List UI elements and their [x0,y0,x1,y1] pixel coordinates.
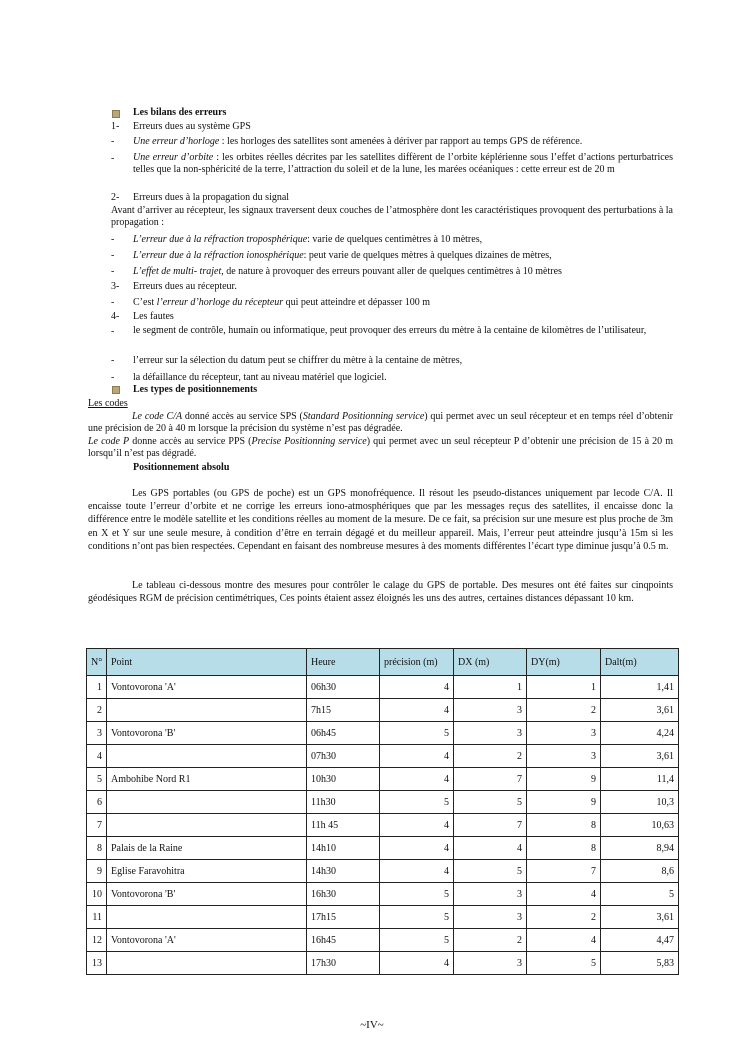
cell: 1 [454,676,527,699]
page-number: ~IV~ [360,1019,384,1031]
subheading-codes: Les codes [88,398,128,409]
measurement-table [86,648,679,975]
cell: 2 [454,929,527,952]
table-row [87,745,679,768]
list-item-fault: l’erreur sur la sélection du datum peut se chiffrer du mètre à la centaine de mètres, [133,355,463,366]
cell: 3,61 [601,699,679,722]
cell: 17h15 [307,906,380,929]
cell: 3 [454,699,527,722]
cell: 10h30 [307,768,380,791]
paragraph-propagation: Avant d’arriver au récepteur, les signaux traversent deux couches de l’atmosphère dont les caractéristiques provoquent des perturbations à la propagation : [111,205,673,229]
cell: 13 [87,952,107,975]
table-row [87,837,679,860]
cell: 14h10 [307,837,380,860]
cell: 11h 45 [307,814,380,837]
dash: - [111,234,115,245]
cell: 8 [527,814,601,837]
cell: 07h30 [307,745,380,768]
paragraph-code-p [88,436,673,461]
column-header: Point [107,649,307,676]
list-item: Erreurs dues au système GPS [133,121,251,132]
cell: 8,94 [601,837,679,860]
cell [107,699,307,722]
paragraph-absolute: Les GPS portables (ou GPS de poche) est un GPS monofréquence. Il résout les pseudo-distances uniquement par lecode C/A. Il encaisse toute l’erreur d’orbite et ne corrige les erreurs iono-atmosphériques que par les messages reçus des satellites, il encaisse donc la différence entre le modèle satellite et les conditions réelles au moment de la mesure. De ce fait, sa précision sur une mesure est plus proche de 3m en X et Y sur une seule mesure, à condition d’être en terrain dégagé et du meilleur appareil. Mais, l’erreur peut atteindre jusqu’à 15m si les conditions n’ont pas bien respectées. Cependant en faisant des nombreuse mesures à des moments différentes l’écart type diminue jusqu’à 0.5 m. [88,488,673,552]
list-item: Erreurs dues au récepteur. [133,281,237,292]
cell: 4 [380,814,454,837]
table-row [87,883,679,906]
cell: 4 [380,860,454,883]
cell: Vontovorona 'B' [107,883,307,906]
term: L’erreur due à la réfraction ionosphérique [133,250,304,261]
cell: 3 [454,906,527,929]
cell: 2 [527,699,601,722]
cell: 4 [380,745,454,768]
cell: 3 [454,952,527,975]
cell: 10 [87,883,107,906]
subheading-absolute: Positionnement absolu [133,462,230,473]
cell: 8,6 [601,860,679,883]
text: ) qui permet avec un seul récepteur P d’obtenir une précision de 15 à 20 m lorsqu’il n’est pas dégradé. [88,436,673,460]
cell: 3 [87,722,107,745]
dash: - [111,326,115,337]
paragraph-table-intro: Le tableau ci-dessous montre des mesures pour contrôler le calage du GPS de portable. Des mesures ont été faites sur cinqpoints géodésiques RGM de précision centimétriques, Ces points étaient assez éloignés les uns des autres, certaines distances dépassant 10 km. [88,580,673,605]
list-number: 4- [111,311,120,322]
cell [107,952,307,975]
list-item: Erreurs dues à la propagation du signal [133,192,290,203]
cell: 11,4 [601,768,679,791]
cell: 6 [87,791,107,814]
cell: 8 [87,837,107,860]
cell: 4 [527,929,601,952]
section-heading-errors: Les bilans des erreurs [133,107,227,118]
cell [107,791,307,814]
cell [107,745,307,768]
dash: - [111,372,115,383]
text: , de nature à provoquer des erreurs pouvant aller de quelques centimètres à 10 mètres [221,266,562,277]
cell: 2 [87,699,107,722]
dash: - [111,153,115,164]
table-row [87,722,679,745]
text: qui peut atteindre et dépasser 100 m [283,297,431,308]
cell: 1,41 [601,676,679,699]
cell: 5 [380,929,454,952]
cell: 4 [87,745,107,768]
table-row [87,699,679,722]
cell: 5 [380,883,454,906]
cell: 11 [87,906,107,929]
table-row [87,952,679,975]
cell: 3 [527,722,601,745]
cell: Vontovorona 'A' [107,676,307,699]
cell: 8 [527,837,601,860]
cell: 1 [87,676,107,699]
list-item-receiver [133,297,430,309]
cell: Eglise Faravohitra [107,860,307,883]
cell: 1 [527,676,601,699]
cell: 16h30 [307,883,380,906]
cell: 5 [380,906,454,929]
list-item-orbit-error [133,152,673,177]
list-item-iono [133,250,552,262]
cell: 4,24 [601,722,679,745]
cell: 4 [380,768,454,791]
cell: 7 [454,814,527,837]
term: L’effet de multi- trajet [133,266,222,277]
text: donne accès au service PPS ( [129,436,252,447]
table-row [87,860,679,883]
cell: 14h30 [307,860,380,883]
term: Precise Positionning service [251,436,367,447]
table-row [87,768,679,791]
cell: 9 [527,791,601,814]
cell: 3 [454,722,527,745]
list-item-tropo [133,234,482,246]
cell: 7h15 [307,699,380,722]
table-row [87,814,679,837]
term: Une erreur d’orbite [133,152,214,163]
table-header-row [87,649,679,676]
dash: - [111,297,115,308]
term: Le code P [88,436,130,447]
list-item-clock-error [133,136,582,148]
table-row [87,906,679,929]
cell: 4 [454,837,527,860]
cell: 2 [527,906,601,929]
term: l’erreur d’horloge du récepteur [156,297,284,308]
cell: 7 [454,768,527,791]
cell: 4 [380,699,454,722]
dash: - [111,136,115,147]
cell [107,906,307,929]
table-row [87,791,679,814]
column-header: Dalt(m) [601,649,679,676]
text: : les orbites réelles décrites par les satellites diffèrent de l’orbite képlérienne sous l’effet d’actions perturbatrices telles que la non-sphéricité de la terre, l’attraction du soleil et de la lune, les marées océaniques : cette erreur est de 20 m [133,152,673,176]
cell: 5 [380,722,454,745]
cell: 4 [380,837,454,860]
bullet-square-icon [112,386,120,394]
column-header: précision (m) [380,649,454,676]
cell [107,814,307,837]
cell: 4 [527,883,601,906]
cell: 3 [527,745,601,768]
cell: Ambohibe Nord R1 [107,768,307,791]
cell: 5 [527,952,601,975]
term: Standard Positionning service [302,411,425,422]
cell: 3,61 [601,745,679,768]
cell: 5 [454,791,527,814]
list-number: 3- [111,281,120,292]
term: Le code C/A [132,411,183,422]
text: C’est [133,297,157,308]
cell: 17h30 [307,952,380,975]
cell: 10,3 [601,791,679,814]
term: Une erreur d’horloge [133,136,220,147]
list-number: 2- [111,192,120,203]
cell: 5 [87,768,107,791]
dash: - [111,355,115,366]
cell: 16h45 [307,929,380,952]
cell: 10,63 [601,814,679,837]
cell: 2 [454,745,527,768]
cell: 3,61 [601,906,679,929]
column-header: DX (m) [454,649,527,676]
cell: 4 [380,952,454,975]
cell: 06h45 [307,722,380,745]
cell: Vontovorona 'B' [107,722,307,745]
list-item: Les fautes [133,311,174,322]
column-header: Heure [307,649,380,676]
cell: Palais de la Raine [107,837,307,860]
dash: - [111,250,115,261]
list-number: 1- [111,121,120,132]
column-header: DY(m) [527,649,601,676]
text: donné accès au service SPS ( [182,411,303,422]
cell: 4 [380,676,454,699]
cell: 11h30 [307,791,380,814]
dash: - [111,266,115,277]
cell: 9 [87,860,107,883]
cell: 3 [454,883,527,906]
cell: 7 [87,814,107,837]
text: ) qui permet avec un seul récepteur et en temps réel d’obtenir une précision de 20 à 40 m lorsque la précision du système n’est pas dégradée. [88,411,673,435]
cell: Vontovorona 'A' [107,929,307,952]
cell: 5,83 [601,952,679,975]
term: L’erreur due à la réfraction troposphérique [133,234,308,245]
cell: 06h30 [307,676,380,699]
list-item-fault: la défaillance du récepteur, tant au niveau matériel que logiciel. [133,372,387,383]
text: : peut varie de quelques mètres à quelques dizaines de mètres, [303,250,552,261]
paragraph-code-ca [88,411,673,436]
cell: 4,47 [601,929,679,952]
section-heading-types: Les types de positionnements [133,384,258,395]
cell: 12 [87,929,107,952]
table-row [87,929,679,952]
list-item-multipath [133,266,562,278]
cell: 5 [601,883,679,906]
cell: 5 [380,791,454,814]
bullet-square-icon [112,110,120,118]
cell: 7 [527,860,601,883]
text: : les horloges des satellites sont amenées à dériver par rapport au temps GPS de référence. [219,136,583,147]
cell: 5 [454,860,527,883]
column-header: N° [87,649,107,676]
list-item-fault: le segment de contrôle, humain ou informatique, peut provoquer des erreurs du mètre à la centaine de kilomètres de l’utilisateur, [133,325,647,336]
table-row [87,676,679,699]
text: : varie de quelques centimètres à 10 mètres, [307,234,483,245]
cell: 9 [527,768,601,791]
